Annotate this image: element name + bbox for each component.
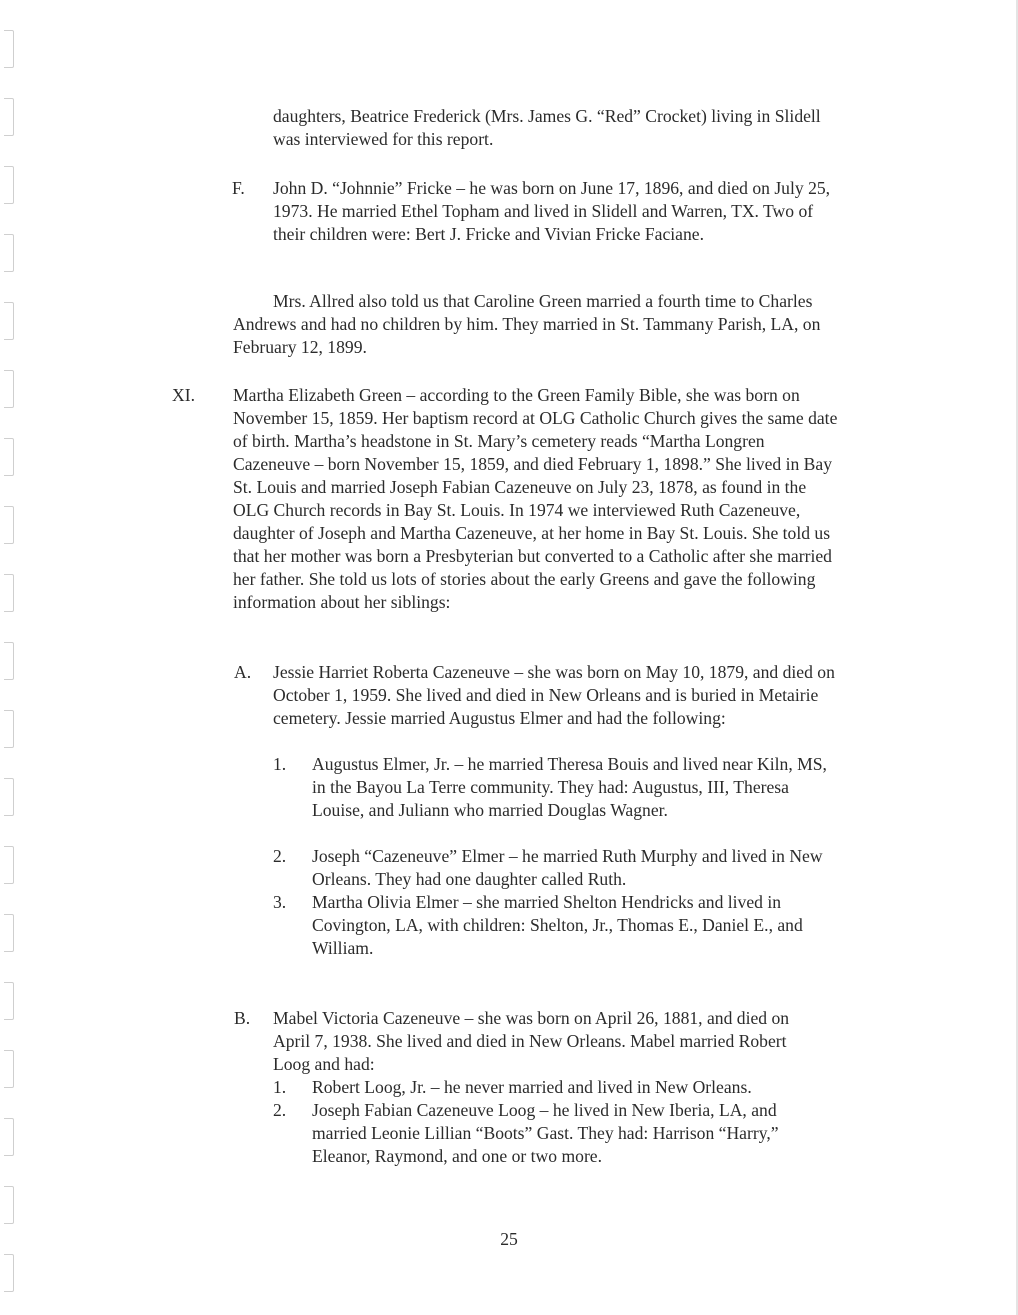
binder-hole (4, 166, 14, 204)
binder-hole (4, 846, 14, 884)
binder-holes (4, 30, 18, 1300)
item-b-text: Mabel Victoria Cazeneuve – she was born on April 26, 1881, and died on April 7, 1938. She lived and died in New Orleans. Mabel married Robert Loog and had: (273, 1008, 790, 1074)
binder-hole (4, 1186, 14, 1224)
binder-hole (4, 982, 14, 1020)
binder-hole (4, 234, 14, 272)
binder-hole (4, 30, 14, 68)
binder-hole (4, 370, 14, 408)
binder-hole (4, 1118, 14, 1156)
binder-hole (4, 1254, 14, 1292)
item-a-child-text: Joseph “Cazeneuve” Elmer – he married Ruth Murphy and lived in New Orleans. They had one daughter called Ruth. (312, 846, 823, 889)
item-f-marker: F. (232, 178, 245, 198)
item-a-child-marker: 2. (273, 846, 287, 866)
binder-hole (4, 302, 14, 340)
binder-hole (4, 98, 14, 136)
item-a-child-text: Augustus Elmer, Jr. – he married Theresa Bouis and lived near Kiln, MS, in the Bayou La Terre community. They had: Augustus, III, Theresa Louise, and Juliann who married Douglas Wagner. (312, 754, 827, 820)
item-a-marker: A. (234, 662, 252, 682)
binder-hole (4, 710, 14, 748)
item-a-child-marker: 3. (273, 892, 287, 912)
item-b-child-text: Joseph Fabian Cazeneuve Loog – he lived in New Iberia, LA, and married Leonie Lillian “Boots” Gast. They had: Harrison “Harry,” Eleanor, Raymond, and one or two more. (312, 1100, 779, 1166)
item-a-text: Jessie Harriet Roberta Cazeneuve – she was born on May 10, 1879, and died on October 1, 1959. She lived and died in New Orleans and is buried in Metairie cemetery. Jessie married Augustus Elmer and had the following: (273, 662, 835, 728)
binder-hole (4, 574, 14, 612)
item-a-child-marker: 1. (273, 754, 287, 774)
item-b-child-marker: 2. (273, 1100, 287, 1120)
binder-hole (4, 438, 14, 476)
item-b-marker: B. (234, 1008, 251, 1028)
binder-hole (4, 914, 14, 952)
item-b-child-text: Robert Loog, Jr. – he never married and lived in New Orleans. (312, 1077, 752, 1097)
binder-hole (4, 778, 14, 816)
section-xi-marker: XI. (172, 385, 195, 405)
section-xi-text: Martha Elizabeth Green – according to the Green Family Bible, she was born on November 15, 1859. Her baptism record at OLG Catholic Church gives the same date of birth. Martha’s headstone in St. Mary’s cemetery reads “Martha Longren Cazeneuve – born November 15, 1859, and died February 1, 1898.” She lived in Bay St. Louis and married Joseph Fabian Cazeneuve on July 23, 1878, as found in the OLG Church records in Bay St. Louis. In 1974 we interviewed Ruth Cazeneuve, daughter of Joseph and Martha Cazeneuve, at her home in Bay St. Louis. She told us that her mother was born a Presbyterian but converted to a Catholic after she married her father. She told us lots of stories about the early Greens and gave the following information about her siblings: (233, 385, 838, 612)
binder-hole (4, 506, 14, 544)
item-a-child-text: Martha Olivia Elmer – she married Shelton Hendricks and lived in Covington, LA, with children: Shelton, Jr., Thomas E., Daniel E., and William. (312, 892, 803, 958)
allred-paragraph: Mrs. Allred also told us that Caroline Green married a fourth time to Charles Andrews and had no children by him. They married in St. Tammany Parish, LA, on February 12, 1899. (233, 291, 821, 357)
item-f-text: John D. “Johnnie” Fricke – he was born on June 17, 1896, and died on July 25, 1973. He married Ethel Topham and lived in Slidell and Warren, TX. Two of their children were: Bert J. Fricke and Vivian Fricke Faciane. (273, 178, 831, 244)
binder-hole (4, 642, 14, 680)
intro-paragraph: daughters, Beatrice Frederick (Mrs. James G. “Red” Crocket) living in Slidell was interviewed for this report. (273, 106, 821, 149)
binder-hole (4, 1050, 14, 1088)
item-b-child-marker: 1. (273, 1077, 287, 1097)
page-number: 25 (500, 1229, 518, 1249)
